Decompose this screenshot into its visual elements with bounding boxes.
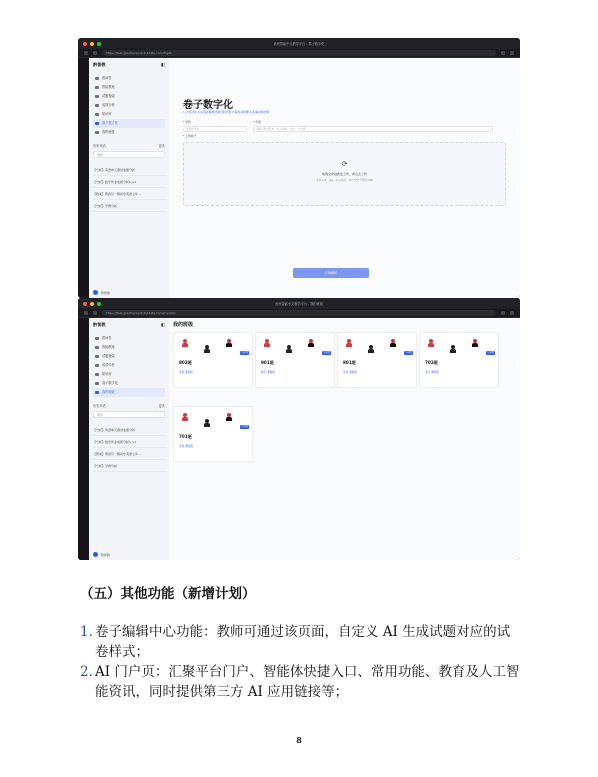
class-name: 702班 bbox=[425, 360, 438, 365]
history-title: 历史对话 bbox=[93, 404, 106, 408]
history-title: 历史对话 bbox=[93, 144, 106, 148]
student-figure-icon bbox=[472, 339, 478, 347]
app-body bbox=[78, 58, 520, 298]
book-icon bbox=[95, 373, 99, 376]
grade-badge: 九年级 bbox=[404, 351, 412, 354]
window-title: 贵州智能中文教学平台 - 卷子数字化 bbox=[273, 42, 325, 46]
user-name: 黔智教 bbox=[101, 552, 111, 557]
student-figure-icon bbox=[226, 339, 232, 347]
class-card[interactable] bbox=[337, 332, 417, 388]
class-icon bbox=[95, 391, 99, 394]
window-title: 贵州智能中文教学平台 - 我的班级 bbox=[275, 302, 323, 306]
upload-label: * 上传卷子 bbox=[183, 134, 197, 138]
nav-label: 成绩分析 bbox=[102, 103, 115, 107]
student-figure-icon bbox=[368, 345, 374, 353]
class-tags: 英语 课程数 bbox=[179, 445, 193, 448]
class-icon bbox=[95, 131, 99, 134]
search-icon[interactable]: ⌕ bbox=[159, 153, 161, 157]
history-item[interactable]: 【分析】数学作业成绩分析1_v1 bbox=[93, 176, 165, 188]
class-name: 801班 bbox=[343, 360, 356, 365]
class-name: 802班 bbox=[179, 360, 192, 365]
start-parse-button[interactable]: 开始解析 bbox=[293, 268, 369, 278]
history-more-link[interactable]: 更多 bbox=[158, 404, 165, 408]
history-item[interactable]: 【分析】数学作业成绩分析1_v1 bbox=[93, 436, 165, 448]
subject-label: * 学科 bbox=[183, 120, 191, 124]
avatar bbox=[93, 552, 98, 557]
class-card[interactable] bbox=[419, 332, 499, 388]
subject-select[interactable]: 请选择学科 bbox=[183, 126, 247, 132]
nav-label: 试题搜索 bbox=[102, 354, 115, 358]
search-icon[interactable]: ⌕ bbox=[159, 413, 161, 417]
collapse-icon[interactable]: ◧ bbox=[161, 322, 165, 327]
list-item bbox=[80, 622, 520, 662]
history-item[interactable]: 【分析】英语单元测试成绩分析 bbox=[93, 164, 165, 176]
list-number: 1. bbox=[80, 624, 93, 640]
user-name: 黔智教 bbox=[101, 290, 111, 295]
nav-item[interactable] bbox=[93, 352, 165, 361]
reload-icon[interactable] bbox=[93, 51, 97, 55]
class-tags: 语文 课程数 bbox=[425, 371, 439, 374]
app-body bbox=[78, 318, 520, 560]
nav-item[interactable] bbox=[93, 101, 165, 110]
class-tags: 英语 课程数 bbox=[179, 371, 193, 374]
nav-label: 知识库 bbox=[102, 372, 112, 376]
menu-icon[interactable] bbox=[510, 311, 514, 315]
student-figure-icon bbox=[308, 339, 314, 347]
list-number: 2. bbox=[80, 664, 93, 680]
history-search-input[interactable] bbox=[93, 411, 165, 418]
sidebar bbox=[89, 318, 169, 560]
student-figure-icon bbox=[182, 413, 188, 421]
main-panel bbox=[169, 318, 520, 560]
list-text: AI 门户页：汇聚平台门户、智能体快捷入口、常用功能、教育及人工智能资讯，同时提供第三方 AI 应用链接等； bbox=[95, 664, 520, 700]
history-item[interactable]: 【教案】帮我写一篇初中英语七年... bbox=[93, 448, 165, 460]
upload-dropzone[interactable] bbox=[183, 142, 506, 206]
student-figure-icon bbox=[204, 419, 210, 427]
history-item[interactable]: 【分析】学情分析 bbox=[93, 460, 165, 472]
address-bar[interactable]: https://test-guizhouwork.lh2data.com/myclass bbox=[102, 310, 496, 316]
upload-hint: 支持 pdf、jpg、png 格式，单个文件不超过10M bbox=[316, 179, 373, 182]
nav-label: 我的班级 bbox=[102, 130, 115, 134]
student-figure-icon bbox=[264, 339, 270, 347]
page-number: 8 bbox=[296, 735, 302, 745]
back-icon[interactable] bbox=[84, 51, 88, 55]
bookmark-icon[interactable] bbox=[501, 51, 505, 55]
address-bar[interactable]: https://test-guizhouwork.lh2data.com/digits bbox=[102, 50, 496, 56]
browser-toolbar bbox=[78, 49, 520, 58]
screenshot-paper-digitization bbox=[78, 38, 520, 298]
history-header bbox=[93, 403, 165, 408]
upload-text: 拖拽文件到此处上传，或点击上传 bbox=[321, 172, 367, 176]
nav-label: 教问答 bbox=[102, 336, 112, 340]
grade-badge: 九年级 bbox=[240, 425, 248, 428]
history-search-input[interactable] bbox=[93, 151, 165, 158]
browser-toolbar bbox=[78, 309, 520, 318]
side-rail bbox=[78, 58, 89, 298]
nav-item[interactable] bbox=[93, 92, 165, 101]
grade-badge: 九年级 bbox=[486, 351, 494, 354]
bookmark-icon[interactable] bbox=[501, 311, 505, 315]
brand bbox=[93, 62, 165, 68]
brand-name: 黔智教 bbox=[93, 62, 106, 67]
page-title: 我的班级 bbox=[173, 322, 194, 328]
history-item[interactable]: 【分析】学情分析 bbox=[93, 200, 165, 212]
list-text: 卷子编辑中心功能：教师可通过该页面，自定义 AI 生成试题对应的试卷样式； bbox=[95, 624, 511, 660]
side-rail bbox=[78, 318, 89, 560]
upload-icon: ⟳ bbox=[341, 160, 348, 168]
nav-label: 试题搜索 bbox=[102, 94, 115, 98]
grade-badge: 九年级 bbox=[240, 351, 248, 354]
search-placeholder: 搜索 bbox=[97, 413, 104, 417]
search-doc-icon bbox=[95, 95, 99, 98]
scan-icon bbox=[95, 382, 99, 385]
class-card[interactable] bbox=[255, 332, 335, 388]
book-icon bbox=[95, 113, 99, 116]
student-figure-icon bbox=[346, 339, 352, 347]
nav-label: 知识库 bbox=[102, 112, 112, 116]
section-heading: （五）其他功能（新增计划） bbox=[80, 586, 256, 602]
main-panel bbox=[169, 58, 520, 298]
history-item[interactable]: 【分析】英语单元测试成绩分析 bbox=[93, 424, 165, 436]
page-title: 卷子数字化 bbox=[183, 100, 233, 111]
nav-item[interactable] bbox=[93, 343, 165, 352]
menu-icon[interactable] bbox=[510, 51, 514, 55]
plan-list bbox=[80, 622, 520, 702]
brand-name: 黔智教 bbox=[93, 322, 106, 327]
chat-icon bbox=[95, 77, 99, 80]
search-doc-icon bbox=[95, 355, 99, 358]
reload-icon[interactable] bbox=[93, 311, 97, 315]
back-icon[interactable] bbox=[84, 311, 88, 315]
student-figure-icon bbox=[226, 413, 232, 421]
list-item bbox=[80, 662, 520, 702]
class-card[interactable] bbox=[173, 406, 253, 462]
nav-item[interactable] bbox=[93, 128, 165, 137]
chart-icon bbox=[95, 104, 99, 107]
student-figure-icon bbox=[428, 339, 434, 347]
screenshot-my-classes bbox=[78, 298, 520, 560]
search-placeholder: 搜索 bbox=[97, 153, 104, 157]
window-titlebar bbox=[78, 38, 520, 49]
nav-label: 智能教案 bbox=[102, 85, 115, 89]
nav-item-active[interactable] bbox=[93, 119, 165, 128]
brand bbox=[93, 322, 165, 328]
user-profile[interactable] bbox=[93, 552, 110, 557]
student-figure-icon bbox=[390, 339, 396, 347]
window-titlebar bbox=[78, 298, 520, 309]
steps-subtitle: 1.上传试卷 2.识别并解析试卷中的内容 3.保存并管理 4.查看识别结果 bbox=[183, 110, 270, 114]
nav-label: 教问答 bbox=[102, 76, 112, 80]
class-tags: 英语 课程数 bbox=[343, 371, 357, 374]
grade-label: * 年级 bbox=[253, 120, 261, 124]
student-figure-icon bbox=[450, 345, 456, 353]
nav-item[interactable] bbox=[93, 110, 165, 119]
class-card[interactable] bbox=[173, 332, 253, 388]
grade-input[interactable]: 请输入教材版本：如人教版、初中、九年级 bbox=[253, 126, 493, 132]
student-figure-icon bbox=[286, 345, 292, 353]
user-profile[interactable] bbox=[93, 290, 110, 295]
nav-item[interactable] bbox=[93, 370, 165, 379]
grade-badge: 九年级 bbox=[322, 351, 330, 354]
history-more-link[interactable]: 更多 bbox=[158, 144, 165, 148]
chat-icon bbox=[95, 337, 99, 340]
history-header bbox=[93, 143, 165, 148]
nav-item[interactable] bbox=[93, 74, 165, 83]
class-name: 901班 bbox=[261, 360, 274, 365]
nav-item[interactable] bbox=[93, 361, 165, 370]
scan-icon bbox=[95, 122, 99, 125]
class-name: 701班 bbox=[179, 434, 192, 439]
nav-label: 卷子数字化 bbox=[102, 381, 118, 385]
class-tags: 数学 课程数 bbox=[261, 371, 275, 374]
chart-icon bbox=[95, 364, 99, 367]
student-figure-icon bbox=[182, 339, 188, 347]
collapse-icon[interactable]: ◧ bbox=[161, 62, 165, 67]
nav-item-active[interactable] bbox=[93, 388, 165, 397]
lesson-icon bbox=[95, 86, 99, 89]
nav-label: 智能教案 bbox=[102, 345, 115, 349]
history-item[interactable]: 【教案】帮我写一篇初中英语七年... bbox=[93, 188, 165, 200]
nav-item[interactable] bbox=[93, 334, 165, 343]
nav-label: 卷子数字化 bbox=[102, 121, 118, 125]
nav-label: 我的班级 bbox=[102, 390, 115, 394]
lesson-icon bbox=[95, 346, 99, 349]
avatar bbox=[93, 290, 98, 295]
nav-item[interactable] bbox=[93, 83, 165, 92]
nav-item[interactable] bbox=[93, 379, 165, 388]
student-figure-icon bbox=[204, 345, 210, 353]
sidebar bbox=[89, 58, 169, 298]
nav-label: 成绩分析 bbox=[102, 363, 115, 367]
